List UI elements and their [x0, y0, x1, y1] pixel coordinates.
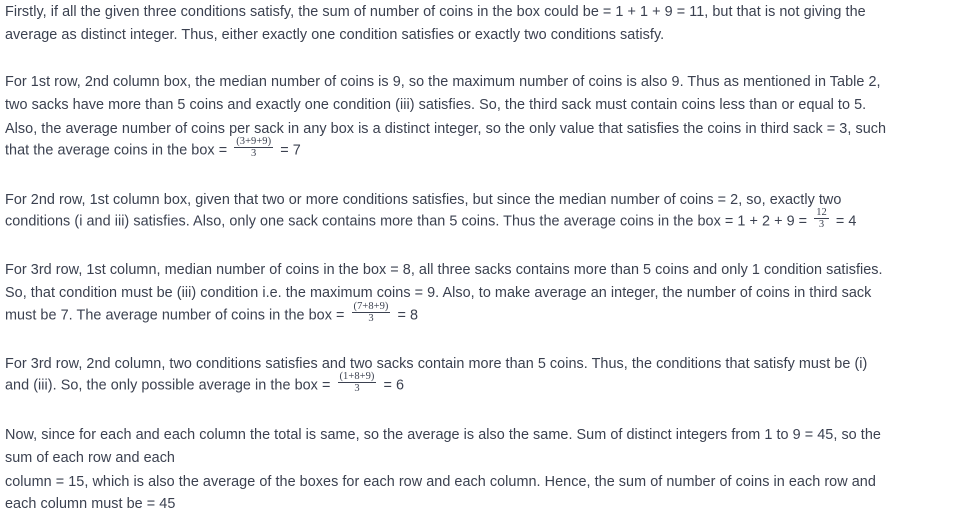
p2-line-1: For 1st row, 2nd column box, the median number of coins is 9, so the maximum number of coins is also 9. Thus as mentioned in Table 2, [5, 74, 881, 90]
p2-line-4 [5, 136, 301, 162]
fraction-denominator: 3 [354, 383, 360, 394]
fraction-denominator: 3 [818, 219, 825, 230]
p2-line-4-result: = 7 [280, 142, 301, 159]
fraction-numerator: (3+9+9) [236, 136, 272, 147]
fraction-denominator: 3 [368, 313, 374, 324]
fraction-denominator: 3 [251, 148, 257, 159]
p1-line-1: Firstly, if all the given three conditions satisfy, the sum of number of coins in the box could be = 1 + 1 + 9 = 11, but that is not giving the [5, 4, 866, 20]
p5-line-2-text: and (iii). So, the only possible average in the box = [5, 377, 331, 394]
fraction [338, 371, 377, 394]
p3-line-2 [5, 207, 857, 233]
fraction-numerator: (7+8+9) [353, 301, 389, 312]
fraction-numerator: 12 [816, 207, 827, 218]
fraction [234, 136, 273, 159]
p6-line-3: column = 15, which is also the average of the boxes for each row and each column. Hence, the sum of number of coins in each row and [5, 474, 876, 490]
p2-line-2: two sacks have more than 5 coins and exactly one condition (iii) satisfies. So, the third sack must contain coins less than or equal to 5. [5, 97, 867, 113]
p6-line-1: Now, since for each and each column the total is same, so the average is also the same. Sum of distinct integers from 1 to 9 = 45, so the [5, 427, 881, 443]
p2-line-4-text: that the average coins in the box = [5, 142, 228, 159]
fraction-numerator: (1+8+9) [339, 371, 375, 382]
p3-line-2-text: conditions (i and iii) satisfies. Also, only one sack contains more than 5 coins. Thus the average coins in the box = 1 + 2 + 9 = [5, 213, 808, 230]
p3-line-2-result: = 4 [835, 213, 857, 230]
p4-line-1: For 3rd row, 1st column, median number of coins in the box = 8, all three sacks contains more than 5 coins and only 1 condition satisfies. [5, 262, 883, 278]
p5-line-2 [5, 371, 405, 397]
fraction [814, 207, 829, 230]
fraction [352, 301, 391, 324]
p6-line-4: each column must be = 45 [5, 496, 176, 512]
p1-line-2: average as distinct integer. Thus, either exactly one condition satisfies or exactly two conditions satisfy. [5, 27, 665, 43]
p4-line-3-result: = 8 [397, 307, 419, 324]
p3-line-1: For 2nd row, 1st column box, given that two or more conditions satisfies, but since the median number of coins = 2, so, exactly two [5, 192, 842, 208]
p5-line-2-result: = 6 [383, 377, 405, 394]
p4-line-3-text: must be 7. The average number of coins in the box = [5, 307, 345, 324]
p5-line-1: For 3rd row, 2nd column, two conditions satisfies and two sacks contain more than 5 coins. Thus, the conditions that satisfy must be (i) [5, 356, 868, 372]
p4-line-3 [5, 301, 419, 327]
p6-line-2: sum of each row and each [5, 450, 175, 466]
p4-line-2: So, that condition must be (iii) condition i.e. the maximum coins = 9. Also, to make average an integer, the number of coins in third sack [5, 285, 872, 301]
p2-line-3: Also, the average number of coins per sack in any box is a distinct integer, so the only value that satisfies the coins in third sack = 3, such [5, 121, 887, 137]
